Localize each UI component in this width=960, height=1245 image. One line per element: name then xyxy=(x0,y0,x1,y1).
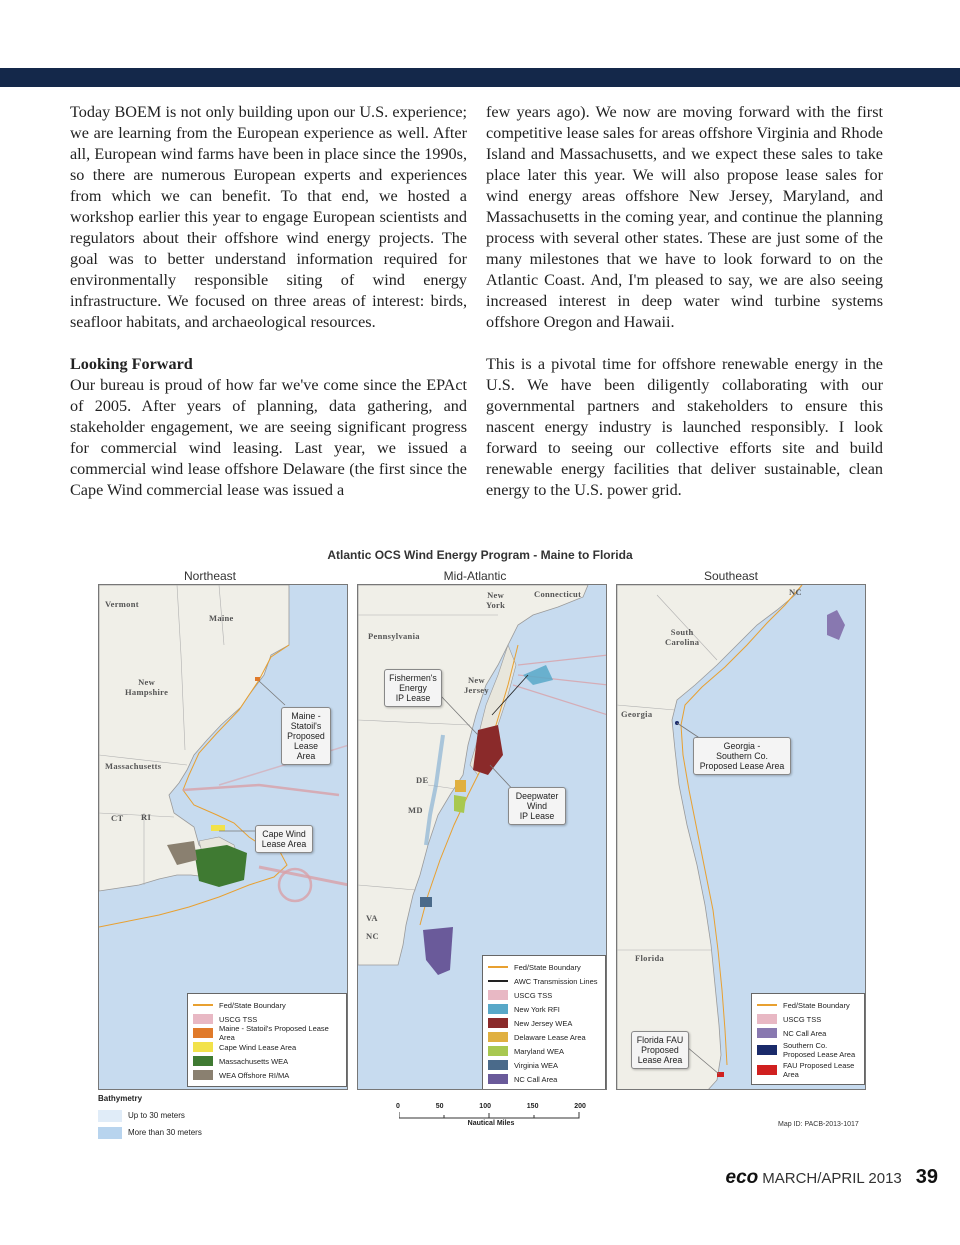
label-new-hampshire: New Hampshire xyxy=(125,677,169,697)
label-va: VA xyxy=(366,913,378,923)
paragraph: few years ago). We now are moving forward with the first competitive lease sales for areas offshore Virginia and Rhode Island and Massachusetts, and we expect these sales to take place later this year. We will also propose lease sales for wind energy areas offshore New Jersey, Maryland, and Massachusetts in the coming year, and continue the planning process with several other states. These are just some of the many milestones that we have to look forward to on the Atlantic Coast. And, I'm pleased to say, we are also seeing increased interest in deep water wind turbine systems offshore Oregon and Hawaii. xyxy=(486,103,883,331)
label-de: DE xyxy=(416,775,429,785)
legend-item: Virginia WEA xyxy=(488,1058,600,1072)
page-footer xyxy=(686,1166,938,1189)
label-florida: Florida xyxy=(635,953,665,963)
label-new-jersey: New Jersey xyxy=(464,675,489,695)
legend-item: Massachusetts WEA xyxy=(193,1054,341,1068)
maine-statoil-area xyxy=(255,677,260,681)
article-left-column xyxy=(70,102,467,522)
scale-tick: 100 xyxy=(479,1103,491,1110)
label-vermont: Vermont xyxy=(105,599,139,609)
legend-swatch xyxy=(757,1014,777,1024)
issue-date: MARCH/APRIL 2013 xyxy=(762,1170,902,1187)
map-id: Map ID: PACB-2013-1017 xyxy=(778,1121,859,1128)
label-maine: Maine xyxy=(209,613,234,623)
legend-swatch xyxy=(193,1014,213,1024)
legend-item: Fed/State Boundary xyxy=(488,960,600,974)
scale-tick: 50 xyxy=(435,1103,444,1110)
legend-swatch xyxy=(757,1045,777,1055)
legend-swatch xyxy=(757,1004,777,1006)
scale-unit: Nautical Miles xyxy=(467,1120,515,1127)
legend-item: Maryland WEA xyxy=(488,1044,600,1058)
legend-item: USCG TSS xyxy=(488,988,600,1002)
legend-item: New York RFI xyxy=(488,1002,600,1016)
callout-fishermens: Fishermen's Energy IP Lease xyxy=(384,669,442,707)
legend-swatch xyxy=(193,1042,213,1052)
label-south-carolina: South Carolina xyxy=(665,627,700,647)
label-ri: RI xyxy=(141,812,152,822)
scale-bar xyxy=(396,1103,586,1127)
legend-item: NC Call Area xyxy=(488,1072,600,1086)
legend-swatch xyxy=(757,1028,777,1038)
label-ct: CT xyxy=(111,813,124,823)
virginia-wea xyxy=(420,897,432,907)
legend-swatch xyxy=(98,1127,122,1139)
header-band xyxy=(0,68,960,87)
label-nc: NC xyxy=(366,931,379,941)
legend-swatch xyxy=(488,1074,508,1084)
midatlantic-title: Mid-Atlantic xyxy=(443,569,507,583)
legend-item: Delaware Lease Area xyxy=(488,1030,600,1044)
label-new-york: New York xyxy=(486,590,506,610)
legend-item: Maine - Statoil's Proposed Lease Area xyxy=(193,1026,341,1040)
legend-swatch xyxy=(488,1046,508,1056)
delaware-lease-area xyxy=(455,780,466,792)
article-right-column xyxy=(486,102,883,522)
legend-item: USCG TSS xyxy=(757,1012,859,1026)
label-pennsylvania: Pennsylvania xyxy=(368,631,420,641)
page-number: 39 xyxy=(915,1166,938,1188)
southeast-title: Southeast xyxy=(703,569,759,583)
callout-georgia-southern: Georgia - Southern Co. Proposed Lease Area xyxy=(693,737,791,775)
cape-wind-area xyxy=(211,825,225,831)
legend-swatch xyxy=(488,1004,508,1014)
label-connecticut: Connecticut xyxy=(534,589,582,599)
legend-swatch xyxy=(488,990,508,1000)
scale-tick: 200 xyxy=(574,1103,586,1110)
southeast-legend xyxy=(751,993,865,1085)
legend-swatch xyxy=(193,1070,213,1080)
callout-cape-wind: Cape Wind Lease Area xyxy=(255,825,313,853)
legend-swatch xyxy=(98,1110,122,1122)
map-title: Atlantic OCS Wind Energy Program - Maine to Florida xyxy=(327,548,633,562)
legend-item: NC Call Area xyxy=(757,1026,859,1040)
bathymetry-legend xyxy=(98,1094,202,1141)
label-md: MD xyxy=(408,805,423,815)
northeast-legend xyxy=(187,993,347,1087)
magazine-brand: eco xyxy=(725,1167,759,1188)
label-georgia: Georgia xyxy=(621,709,653,719)
massachusetts-wea xyxy=(194,845,247,887)
legend-swatch xyxy=(193,1056,213,1066)
legend-item: WEA Offshore RI/MA xyxy=(193,1068,341,1082)
scale-tick: 0 xyxy=(396,1103,400,1110)
legend-swatch xyxy=(488,966,508,968)
northeast-map xyxy=(98,584,348,1090)
new-jersey-wea xyxy=(473,725,503,775)
midatlantic-map xyxy=(357,584,607,1090)
paragraph: This is a pivotal time for offshore renewable energy in the U.S. We have been diligently collaborating with our governmental partners and stakeholders to ensure this nascent energy industry is launched responsibly. I look forward to seeing our collective efforts site and build renewable energy facilities that deliver sustainable, clean energy to the U.S. power grid. xyxy=(486,355,883,499)
legend-item: AWC Transmission Lines xyxy=(488,974,600,988)
northeast-title: Northeast xyxy=(183,569,237,583)
legend-swatch xyxy=(757,1065,777,1075)
legend-swatch xyxy=(193,1004,213,1006)
legend-item: Fed/State Boundary xyxy=(757,998,859,1012)
bathymetry-item: More than 30 meters xyxy=(98,1124,202,1141)
legend-swatch xyxy=(488,1060,508,1070)
legend-swatch xyxy=(488,1018,508,1028)
callout-maine-statoil: Maine - Statoil's Proposed Lease Area xyxy=(281,707,331,765)
legend-item: USCG TSS xyxy=(193,1012,341,1026)
maryland-wea xyxy=(454,795,466,813)
legend-item: New Jersey WEA xyxy=(488,1016,600,1030)
legend-item: FAU Proposed Lease Area xyxy=(757,1060,859,1080)
legend-item: Southern Co. Proposed Lease Area xyxy=(757,1040,859,1060)
nc-call-area xyxy=(827,610,845,640)
bathymetry-item: Up to 30 meters xyxy=(98,1107,202,1124)
legend-item: Cape Wind Lease Area xyxy=(193,1040,341,1054)
scale-line xyxy=(399,1111,583,1119)
legend-item: Fed/State Boundary xyxy=(193,998,341,1012)
paragraph: Our bureau is proud of how far we've come since the EPAct of 2005. After years of planning, data gathering, and stakeholder engagement, we are seeing significant progress for commercial wind leasing. Last year, we issued a commercial wind lease offshore Delaware (the first since the Cape Wind commercial lease was issued a xyxy=(70,376,467,499)
callout-florida-fau: Florida FAU Proposed Lease Area xyxy=(631,1031,689,1069)
section-heading: Looking Forward xyxy=(70,355,193,373)
midatlantic-legend xyxy=(482,955,606,1090)
southeast-map xyxy=(616,584,866,1090)
legend-swatch xyxy=(488,980,508,982)
callout-deepwater: Deepwater Wind IP Lease xyxy=(508,787,566,825)
scale-tick: 150 xyxy=(526,1103,539,1110)
legend-swatch xyxy=(193,1028,213,1038)
paragraph: Today BOEM is not only building upon our U.S. experience; we are learning from the European experience as well. After all, European wind farms have been in place since the 1990s, so there are numerous European experts and experiences from which we can benefit. To that end, we hosted a workshop earlier this year to engage European scientists and regulators about their offshore wind energy projects. The goal was to better understand information required for environmentally responsible siting of wind energy infrastructure. We focused on three areas of interest: birds, seafloor habitats, and archaeological resources. xyxy=(70,103,467,331)
nc-call-area xyxy=(423,927,453,975)
label-nc: NC xyxy=(789,587,802,597)
legend-swatch xyxy=(488,1032,508,1042)
label-massachusetts: Massachusetts xyxy=(105,761,162,771)
bathymetry-title: Bathymetry xyxy=(98,1094,143,1103)
